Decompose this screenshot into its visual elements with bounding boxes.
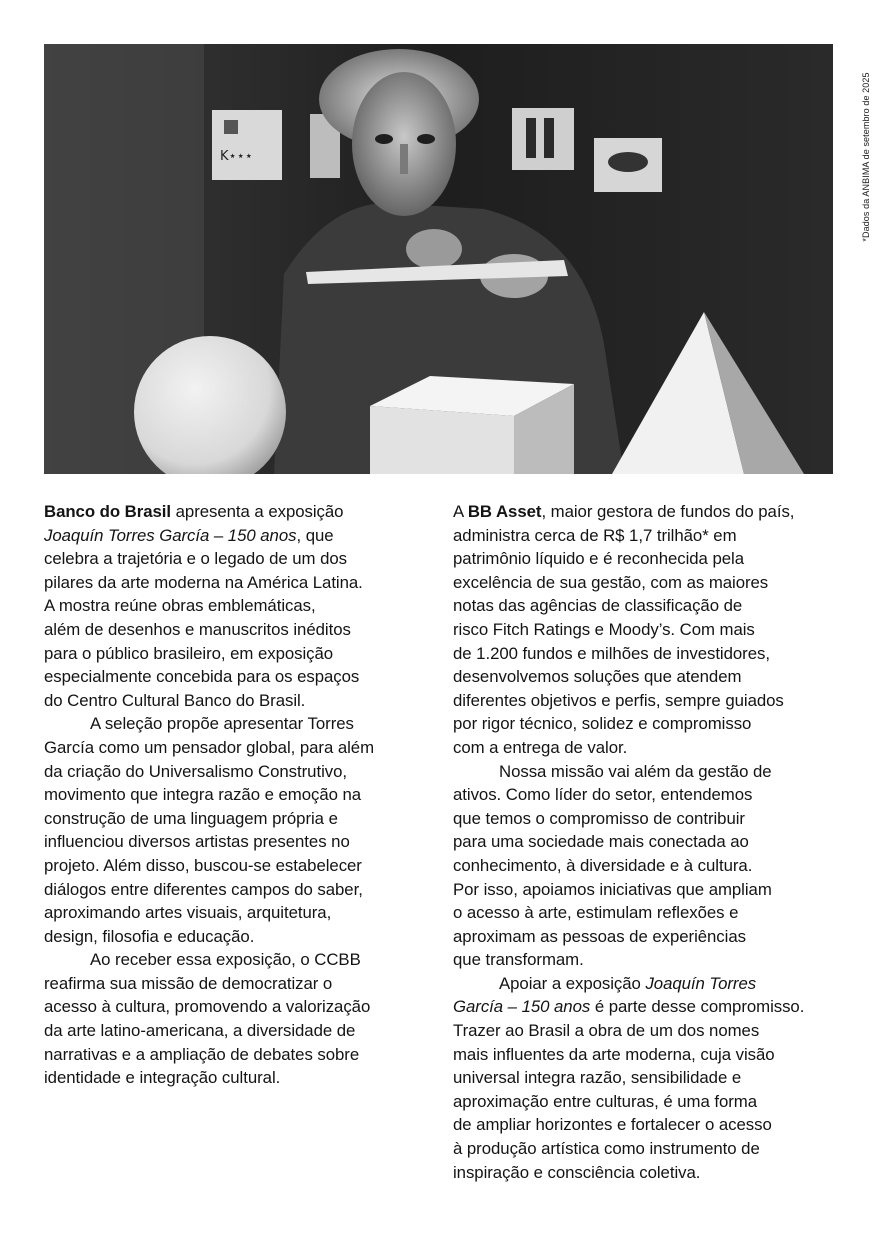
text-line: acesso à cultura, promovendo a valorização <box>44 997 371 1017</box>
text-line <box>453 500 838 524</box>
hero-photo <box>44 44 833 474</box>
svg-text:K⋆⋆⋆: K⋆⋆⋆ <box>220 149 253 164</box>
paragraph <box>44 948 424 1090</box>
text-line: com a entrega de valor. <box>453 737 628 757</box>
text-line: mais influentes da arte moderna, cuja visão <box>453 1044 775 1064</box>
text-line: que transformam. <box>453 950 584 970</box>
text-line: A seleção propõe apresentar Torres <box>90 714 354 734</box>
text-line: especialmente concebida para os espaços <box>44 667 360 687</box>
bold-text: Banco do Brasil <box>44 502 172 521</box>
bold-text: BB Asset <box>467 502 542 521</box>
text-line: movimento que integra razão e emoção na <box>44 785 362 805</box>
text-line: A mostra reúne obras emblemáticas, <box>44 596 316 616</box>
text-column-left <box>44 500 424 1090</box>
text-line: García como um pensador global, para além <box>44 737 375 757</box>
text-line: por rigor técnico, solidez e compromisso <box>453 714 752 734</box>
text-line: diálogos entre diferentes campos do saber, <box>44 879 363 899</box>
text-column-right <box>453 500 838 1184</box>
text-line: inspiração e consciência coletiva. <box>453 1162 701 1182</box>
text-line: do Centro Cultural Banco do Brasil. <box>44 690 306 710</box>
text-line: o acesso à arte, estimulam reflexões e <box>453 903 739 923</box>
text-span: , maior gestora de fundos do país, <box>541 502 795 521</box>
paragraph <box>453 972 838 1184</box>
text-line: desenvolvemos soluções que atendem <box>453 667 742 687</box>
text-line: para uma sociedade mais conectada ao <box>453 832 749 852</box>
text-line: diferentes objetivos e perfis, sempre guiados <box>453 690 784 710</box>
text-line: conhecimento, à diversidade e à cultura. <box>453 855 753 875</box>
text-line: aproximam as pessoas de experiências <box>453 926 746 946</box>
footnote-text: *Dados da ANBIMA de setembro de 2025 <box>861 71 871 242</box>
paragraph <box>453 500 838 760</box>
text-span: Apoiar a exposição <box>499 973 646 993</box>
text-line: Nossa missão vai além da gestão de <box>499 761 772 781</box>
text-line: risco Fitch Ratings e Moody’s. Com mais <box>453 619 755 639</box>
text-line <box>44 500 424 524</box>
footnote-vertical <box>858 44 874 269</box>
text-span: A <box>453 502 468 521</box>
text-line: Ao receber essa exposição, o CCBB <box>90 950 361 970</box>
text-line: narrativas e a ampliação de debates sobre <box>44 1044 360 1064</box>
hand-left <box>406 229 462 269</box>
text-span: , que <box>296 525 334 545</box>
text-line: aproximando artes visuais, arquitetura, <box>44 903 332 923</box>
text-line <box>453 972 838 996</box>
text-line: que temos o compromisso de contribuir <box>453 808 745 828</box>
cube-object <box>370 376 574 474</box>
paragraph <box>453 760 838 972</box>
text-line: ativos. Como líder do setor, entendemos <box>453 785 753 805</box>
wall-drawing-left <box>212 110 340 180</box>
text-line <box>453 995 838 1019</box>
paragraph <box>44 712 424 948</box>
text-line: universal integra razão, sensibilidade e <box>453 1068 742 1088</box>
text-line: além de desenhos e manuscritos inéditos <box>44 619 351 639</box>
text-line: influenciou diversos artistas presentes no <box>44 832 350 852</box>
text-line: pilares da arte moderna na América Latina. <box>44 572 363 592</box>
italic-title: Joaquín Torres <box>645 973 757 993</box>
text-line: da arte latino-americana, a diversidade de <box>44 1021 356 1041</box>
text-line: da criação do Universalismo Construtivo, <box>44 761 347 781</box>
italic-title: García – 150 anos <box>453 997 591 1017</box>
text-line: excelência de sua gestão, com as maiores <box>453 572 769 592</box>
text-line <box>44 524 424 548</box>
text-line: celebra a trajetória e o legado de um dos <box>44 549 348 569</box>
text-line: reafirma sua missão de democratizar o <box>44 973 333 993</box>
text-line: identidade e integração cultural. <box>44 1068 281 1088</box>
text-line: design, filosofia e educação. <box>44 926 255 946</box>
text-line: Trazer ao Brasil a obra de um dos nomes <box>453 1021 760 1041</box>
text-span: é parte desse compromisso. <box>590 997 805 1017</box>
text-line: construção de uma linguagem própria e <box>44 808 338 828</box>
text-line: projeto. Além disso, buscou-se estabelecer <box>44 855 362 875</box>
text-span: apresenta a exposição <box>171 502 344 521</box>
text-line: notas das agências de classificação de <box>453 596 743 616</box>
text-line: aproximação entre culturas, é uma forma <box>453 1091 757 1111</box>
text-line: para o público brasileiro, em exposição <box>44 643 334 663</box>
text-line: Por isso, apoiamos iniciativas que ampliam <box>453 879 772 899</box>
text-line: de 1.200 fundos e milhões de investidores, <box>453 643 770 663</box>
text-line: patrimônio líquido e é reconhecida pela <box>453 549 744 569</box>
text-line: administra cerca de R$ 1,7 trilhão* em <box>453 525 737 545</box>
text-line: de ampliar horizontes e fortalecer o acesso <box>453 1115 772 1135</box>
text-line: à produção artística como instrumento de <box>453 1139 760 1159</box>
paragraph <box>44 500 424 712</box>
italic-title: Joaquín Torres García – 150 anos <box>44 525 297 545</box>
